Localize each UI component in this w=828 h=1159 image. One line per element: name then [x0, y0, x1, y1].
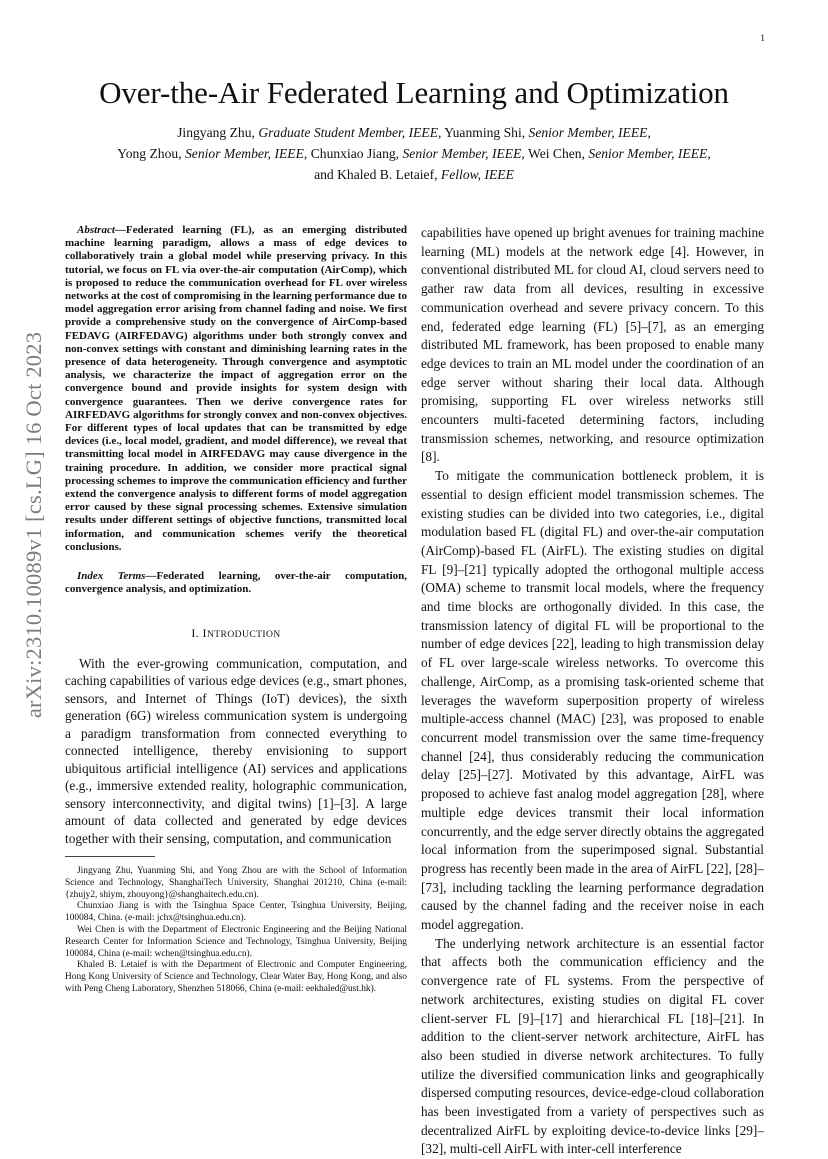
left-column [65, 224, 407, 847]
paper-title: Over-the-Air Federated Learning and Optimization [99, 75, 729, 110]
arxiv-stamp [12, 290, 56, 760]
footnote-affiliation: Jingyang Zhu, Yuanming Shi, and Yong Zhou are with the School of Information Science and Technology, ShanghaiTech University, Shanghai 201210, China (e-mail: {zhujy2, shiym, zhouyong}@shanghaitech.edu.cn). [65, 866, 407, 900]
abstract [65, 224, 407, 554]
abstract-text: —Federated learning (FL), as an emerging distributed machine learning paradigm, allows a mass of edge devices to collaboratively train a global model while preserving privacy. In this tutorial, we focus on FL via over-the-air computation (AirComp), which is proposed to reduce the communication overhead for FL over wireless networks at the cost of compromising in the learning performance due to model aggregation error arising from channel fading and noise. We first provide a comprehensive study on the convergence of AirComp-based FEDAVG (AIRFEDAVG) algorithms under both strongly convex and non-convex settings with constant and diminishing learning rates in the presence of data heterogeneity. Through convergence and asymptotic analysis, we characterize the impact of aggregation error on the convergence bound and provide insights for system design with convergence guarantees. Then we derive convergence rates for AIRFEDAVG algorithms for strongly convex and non-convex objectives. For different types of local updates that can be transmitted by edge devices (i.e., local model, gradient, and model difference), we reveal that transmitting local model in AIRFEDAVG may cause divergence in the training procedure. In addition, we consider more practical signal processing schemes to improve the communication efficiency and further extend the convergence analysis to different forms of model aggregation error caused by these signal processing schemes. Extensive simulation results under different settings of objective functions, transmitted local information, and communication schemes verify the theoretical conclusions. [65, 224, 407, 553]
index-terms [65, 570, 407, 596]
index-terms-text: —Federated learning, over-the-air computation, convergence analysis, and optimization. [65, 570, 407, 596]
footnote-affiliation: Khaled B. Letaief is with the Department of Electronic and Computer Engineering, Hong Kong University of Science and Technology, Clear Water Bay, Hong Kong, and also with Peng Cheng Laboratory, Shenzhen 518066, China (e-mail: eekhaled@ust.hk). [65, 960, 407, 994]
section-heading: I. INTRODUCTION [191, 626, 281, 641]
intro-paragraph: With the ever-growing communication, computation, and caching capabilities of various edge devices (e.g., smart phones, sensors, and Internet of Things (IoT) devices), the sixth generation (6G) wireless communication system is undergoing a paradigm transformation from connected everything to connected intelligence, thereby envisioning to support ubiquitous artificial intelligence (AI) services and applications (e.g., immersive extended reality, holographic communication, sensory interconnectivity, and digital twins) [1]–[3]. A large amount of data collected and generated by edge devices together with their sensing, computation, and communication [65, 655, 407, 846]
footnote-affiliation: Wei Chen is with the Department of Electronic Engineering and the Beijing National Research Center for Information Science and Technology, Tsinghua University, Beijing 100084, China (e-mail: wchen@tsinghua.edu.cn). [65, 924, 407, 959]
footnote-affiliation: Chunxiao Jiang is with the Tsinghua Space Center, Tsinghua University, Beijing, 100084, China. (e-mail: jchx@tsinghua.edu.cn). [65, 901, 407, 924]
author-list [60, 122, 768, 185]
index-terms-label: Index Terms [77, 570, 146, 583]
author-line-1: Jingyang Zhu, Graduate Student Member, IEEE, Yuanming Shi, Senior Member, IEEE, [177, 125, 651, 140]
body-paragraph: capabilities have opened up bright avenues for training machine learning (ML) models at the network edge [4]. However, in conventional distributed ML for cloud AI, cloud servers need to gather raw data from all devices, resulting in excessive communication overhead and severe privacy concern. To this end, federated edge learning (FL) [5]–[7], as an emerging distributed ML framework, has been proposed to enable many edge devices to train an ML model under the coordination of an edge server without sharing their local data. Although promising, supporting FL over wireless networks still encounters multi-faceted determining factors, including transmission schemes, networking, and resource optimization [8]. [421, 225, 764, 465]
arxiv-identifier: arXiv:2310.10089v1 [cs.LG] 16 Oct 2023 [21, 331, 46, 719]
right-column [421, 224, 764, 1159]
author-line-2: Yong Zhou, Senior Member, IEEE, Chunxiao Jiang, Senior Member, IEEE, Wei Chen, Senior Member, IEEE, [117, 146, 711, 161]
page-number: 1 [760, 34, 765, 44]
author-line-3: and Khaled B. Letaief, Fellow, IEEE [314, 167, 514, 182]
footnote-rule [65, 856, 155, 857]
footnotes [65, 866, 407, 996]
abstract-label: Abstract [77, 224, 115, 236]
body-paragraph: The underlying network architecture is an essential factor that affects both the communication efficiency and the convergence rate of FL systems. From the perspective of network architectures, existing studies on digital FL cover client-server FL [9]–[17] and hierarchical FL [18]–[21]. In addition to the client-server network architecture, AirFL has also been studied in diverse network architectures. To fully utilize the diversified communication links and geographically dispersed computing resources, device-edge-cloud collaboration has been investigated from a variety of perspectives such as decentralized AirFL by exploiting device-to-device links [29]–[32], multi-cell AirFL with inter-cell interference [421, 935, 764, 1157]
body-paragraph: To mitigate the communication bottleneck problem, it is essential to design efficient model transmission schemes. The existing studies can be divided into two categories, i.e., digital modulation based FL (digital FL) and over-the-air computation (AirComp)-based FL (AirFL). The existing studies on digital FL [9]–[21] typically adopted the orthogonal multiple access (OMA) scheme to transmit local models, where the frequency and time blocks are orthogonally divided. In this case, the transmission latency of digital FL will be proportional to the number of edge devices [22], leading to high transmission delay of FL over large-scale wireless networks. To overcome this challenge, AirComp, as a promising task-oriented scheme that leverages the waveform superposition property of wireless multiple-access channel (MAC) [23], was proposed to enable concurrent model transmission over the same time-frequency channel [24], thus considerably reducing the communication delay [25]–[27]. Motivated by this advantage, AirFL was proposed to achieve fast analog model aggregation [28], where multiple edge devices transmit their local information concurrently, and the edge server directly obtains the aggregated local information from the superimposed signal. Substantial progress has recently been made in the area of AirFL [22], [28]–[73], including tackling the learning performance degradation caused by the channel fading and the receiver noise in each model aggregation. [421, 468, 764, 933]
